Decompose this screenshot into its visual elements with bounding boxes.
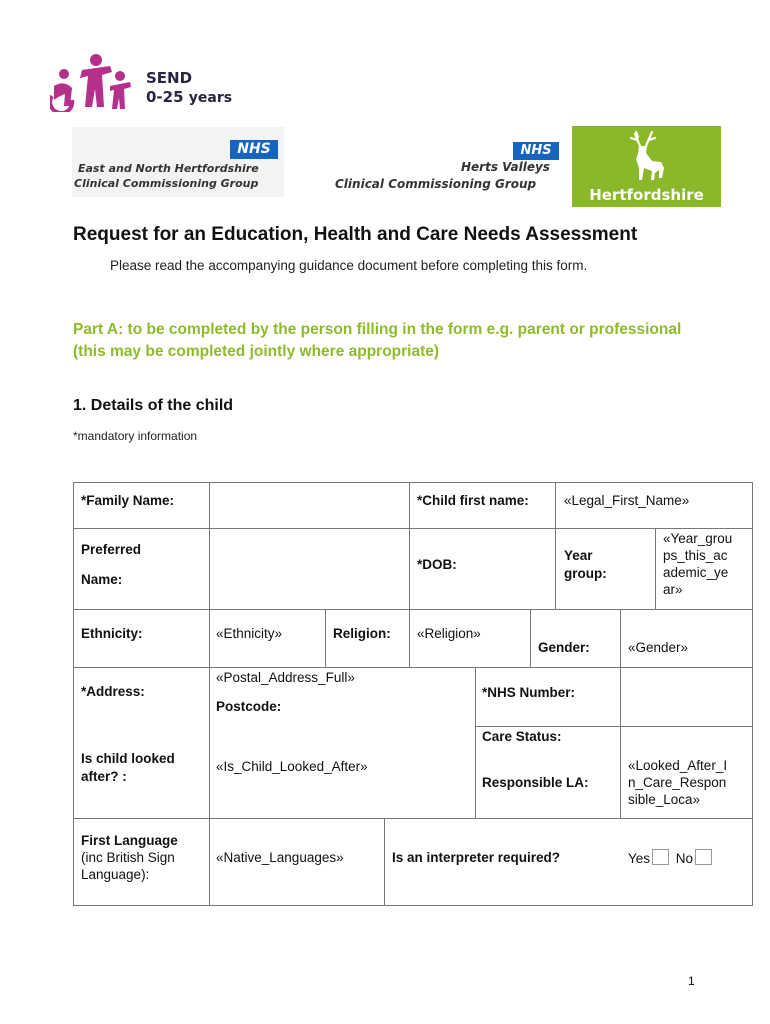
ethnicity-field[interactable]: «Ethnicity» [216,626,283,641]
looked-after-label-2: after? : [81,769,127,784]
ccg2-line2: Clinical Commissioning Group [335,177,537,191]
page-title: Request for an Education, Health and Care Needs Assessment [73,224,638,245]
dob-label: *DOB: [417,557,457,572]
nhs-logo-icon: NHS [230,140,278,159]
section-heading: 1. Details of the child [73,397,234,414]
year-group-label-1: Year [564,548,593,563]
looked-after-label-1: Is child looked [81,751,175,766]
looked-after-field[interactable]: «Is_Child_Looked_After» [216,759,368,774]
interpreter-options [628,849,715,867]
year-group-label-2: group: [564,566,607,581]
yes-label: Yes [628,851,651,866]
page-number: 1 [688,974,695,988]
hart-deer-icon [622,130,672,184]
mandatory-note: *mandatory information [73,429,198,443]
address-field[interactable]: «Postal_Address_Full» [216,670,355,685]
ccg2-line1: Herts Valleys [461,160,550,174]
preferred-name-label-1: Preferred [81,542,142,557]
family-name-label: *Family Name: [81,493,175,508]
hertfordshire-logo [572,126,721,207]
first-language-label-2: (inc British Sign [81,850,175,865]
dob-field[interactable] [480,556,550,576]
year-group-field[interactable]: «Year_grou ps_this_ac ademic_ye ar» [663,531,733,597]
responsible-la-field[interactable]: «Looked_After_I n_Care_Respon sible_Loca» [628,758,728,807]
part-a-heading: Part A: to be completed by the person filling in the form e.g. parent or professional (this may be completed jointly where appropriate) [73,321,682,360]
preferred-name-field[interactable] [216,545,402,565]
postcode-label: Postcode: [216,699,282,714]
first-language-label-1: First Language [81,833,178,848]
herts-valleys-ccg-logo [333,140,563,198]
first-language-label-3: Language): [81,867,150,882]
send-logo-text: SEND 0-25 years [146,69,233,106]
gender-field[interactable]: «Gender» [628,640,689,655]
religion-label: Religion: [333,626,391,641]
ccg1-line2: Clinical Commissioning Group [74,177,259,190]
ethnicity-label: Ethnicity: [81,626,143,641]
nhs-number-field[interactable] [628,684,746,704]
no-checkbox[interactable] [695,849,712,865]
hertfordshire-wordmark: Hertfordshire [589,186,704,204]
yes-checkbox[interactable] [652,849,669,865]
ccg1-line1: East and North Hertfordshire [78,162,259,175]
enh-ccg-logo [72,127,284,197]
preferred-name-label-2: Name: [81,572,123,587]
religion-field[interactable]: «Religion» [417,626,481,641]
child-first-name-label: *Child first name: [417,493,529,508]
family-name-field[interactable] [216,492,402,512]
no-label: No [675,851,694,866]
address-label: *Address: [81,684,145,699]
nhs-number-label: *NHS Number: [482,685,576,700]
page-subtitle: Please read the accompanying guidance document before completing this form. [110,258,588,273]
responsible-la-label: Responsible LA: [482,775,589,790]
nhs-logo-icon: NHS [513,142,559,160]
gender-label: Gender: [538,640,590,655]
child-first-name-field[interactable]: «Legal_First_Name» [564,493,690,508]
interpreter-label: Is an interpreter required? [392,850,561,865]
first-language-field[interactable]: «Native_Languages» [216,850,344,865]
care-status-label: Care Status: [482,729,562,744]
